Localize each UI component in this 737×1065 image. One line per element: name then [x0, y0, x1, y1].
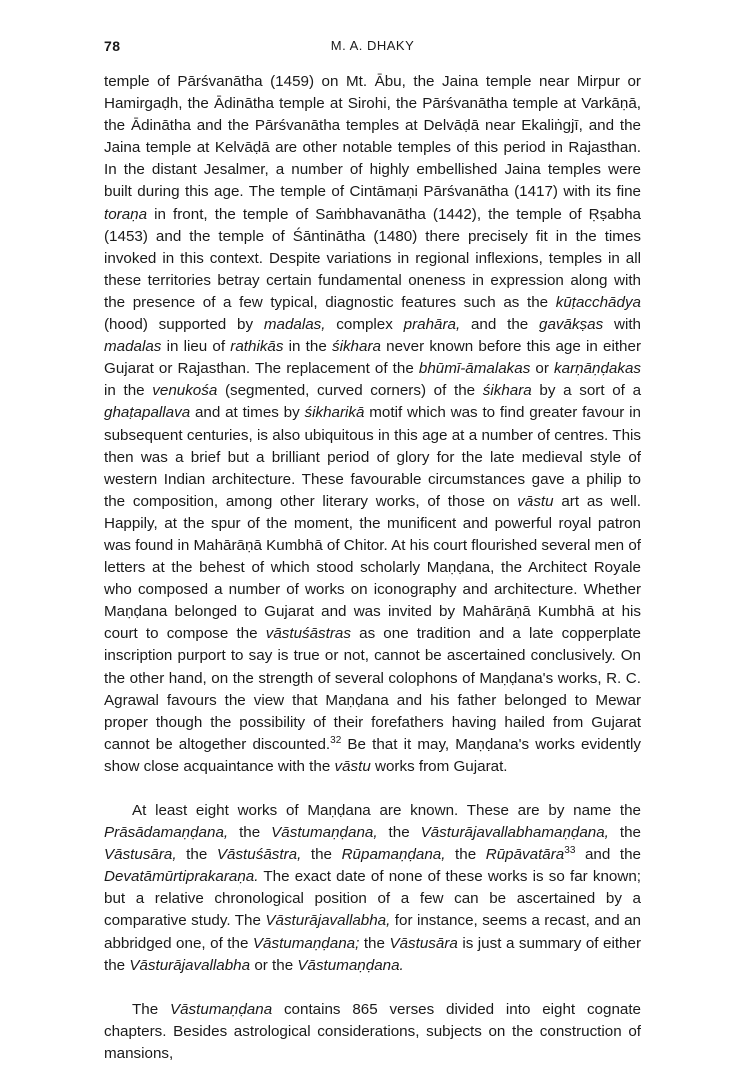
italic-term: Vāstusāra [389, 934, 458, 952]
italic-term: kūṭacchādya [555, 293, 641, 311]
text-run: the [377, 824, 421, 842]
text-run: in the [283, 338, 332, 356]
italic-term: gavākṣas [539, 316, 604, 334]
text-run: At least eight works of Maṇḍana are known. These are by name the [132, 802, 641, 819]
body-paragraph [104, 800, 641, 977]
italic-term: Prāsādamaṇḍana, [104, 824, 229, 842]
text-run: contains 865 verses divided into eight cognate chapters. Besides astrological considerations, subjects on the construction of mansions, [104, 1000, 642, 1062]
text-run: the [445, 846, 486, 864]
italic-term: Vāsturājavallabha [129, 956, 251, 974]
italic-term: ghaṭapallava [104, 404, 191, 422]
text-run: never known before this age in either Gujarat or Rajasthan. The replacement of the [104, 338, 642, 378]
text-run: in lieu of [161, 338, 231, 356]
italic-term: Vāsturājavallabhamaṇḍana, [420, 824, 609, 842]
text-run: the [608, 824, 641, 842]
text-run: in the [104, 382, 153, 400]
italic-term: Devatāmūrtiprakaraṇa. [104, 868, 259, 886]
body-paragraph [104, 71, 641, 778]
text-run: the [301, 846, 342, 864]
italic-term: Vāstumaṇḍana [169, 1000, 273, 1018]
text-run: and the [575, 846, 641, 864]
italic-term: Vāstumaṇḍana; [252, 934, 360, 952]
text-run: the [359, 934, 390, 952]
italic-term: karṇāṇḍakas [554, 360, 641, 378]
italic-term: madalas [104, 338, 162, 356]
footnote-ref: 32 [330, 734, 342, 746]
italic-term: venukośa [152, 382, 218, 400]
italic-term: prahāra, [403, 316, 461, 334]
italic-term: vāstu [517, 492, 554, 510]
italic-term: Vāsturājavallabha, [265, 912, 391, 930]
italic-term: Vāstusāra, [104, 846, 177, 864]
italic-term: madalas, [263, 316, 326, 334]
italic-term: śikharikā [304, 404, 365, 422]
running-title: M. A. DHAKY [330, 38, 415, 53]
italic-term: Rūpāvatāra [485, 846, 565, 864]
text-run: for instance, seems a recast, and an abbridged one, of the [104, 912, 641, 952]
italic-term: vāstu [334, 757, 371, 775]
text-run: the [228, 824, 272, 842]
footnote-ref: 33 [564, 845, 576, 857]
italic-term: bhūmī-āmalakas [418, 360, 531, 378]
text-run: motif which was to find greater favour in subsequent centuries, is also ubiquitous in this age at a number of centres. This then was a brief but a brilliant period of glory for the late medieval style of western Indian architecture. These favourable circumstances gave a philip to the composition, among other literary works, of those on [104, 404, 642, 510]
page-number: 78 [104, 38, 121, 54]
text-run: by a sort of a [531, 382, 642, 400]
italic-term: Vāstumaṇḍana. [297, 956, 404, 974]
text-run: and at times by [190, 404, 305, 422]
text-run: is just a summary of either the [104, 934, 641, 974]
text-run: in front, the temple of Saṁbhavanātha (1442), the temple of Ṛṣabha (1453) and the temple of Śāntinātha (1480) there precisely fit in the times invoked in this context. Despite variations in regional inflexions, temples in all these territories betray certain fundamental oneness in expression along with the presence of a few typical, diagnostic features such as the [104, 205, 641, 311]
italic-term: Vāstumaṇḍana, [271, 824, 378, 842]
italic-term: rathikās [230, 338, 284, 356]
body-paragraph [104, 999, 641, 1065]
text-run: and the [460, 316, 540, 334]
text-run: art as well. Happily, at the spur of the moment, the munificent and powerful royal patron was found in Mahārāṇā Kumbhā of Chitor. At his court flourished several men of letters at the behest of which stood scholarly Maṇḍana, the Architect Royale who composed a number of works on iconography and architecture. Whether Maṇḍana belonged to Gujarat and was invited by Mahārāṇā Kumbhā at his court to compose the [104, 492, 641, 643]
text-run: temple of Pārśvanātha (1459) on Mt. Ābu, the Jaina temple near Mirpur or Hamirgaḍh, the Ādinātha temple at Sirohi, the Pārśvanātha temple at Varkāṇā, the Ādinātha and the Pārśvanātha temples at Delvāḍā near Ekaliṅgjī, and the Jaina temple at Kelvāḍā are other notable temples of this period in Rajasthan. In the distant Jesalmer, a number of highly embellished Jaina temples were built during this age. The temple of Cintāmaṇi Pārśvanātha (1417) with its fine [104, 73, 641, 201]
body-text [104, 71, 641, 1065]
text-run: as one tradition and a late copperplate inscription purport to say is true or not, cannot be ascertained conclusively. On the other hand, on the strength of several colophons of Maṇḍana's works, R. C. Agrawal favours the view that Maṇḍana and his father belonged to Mewar proper though the possibility of their forefathers having hailed from Gujarat cannot be altogether discounted. [104, 625, 642, 753]
text-run: or the [250, 956, 298, 974]
text-run: the [176, 846, 217, 864]
italic-term: Vāstuśāstra, [216, 846, 302, 864]
text-run: (hood) supported by [104, 316, 264, 334]
running-head [104, 38, 641, 60]
italic-term: vāstuśāstras [265, 625, 351, 643]
text-run: complex [325, 316, 404, 334]
italic-term: toraṇa [104, 205, 148, 223]
italic-term: Rūpamaṇḍana, [341, 846, 446, 864]
text-run: (segmented, curved corners) of the [217, 382, 483, 400]
italic-term: śikhara [331, 338, 381, 356]
text-run: or [530, 360, 555, 378]
text-run: with [603, 316, 641, 334]
text-run: The exact date of none of these works is so far known; but a relative chronological position of a few can be ascertained by a comparative study. The [104, 868, 641, 930]
italic-term: śikhara [482, 382, 532, 400]
text-run: The [132, 1000, 170, 1018]
text-run: Be that it may, Maṇḍana's works evidently show close acquaintance with the [104, 735, 641, 775]
text-run: works from Gujarat. [370, 757, 508, 775]
